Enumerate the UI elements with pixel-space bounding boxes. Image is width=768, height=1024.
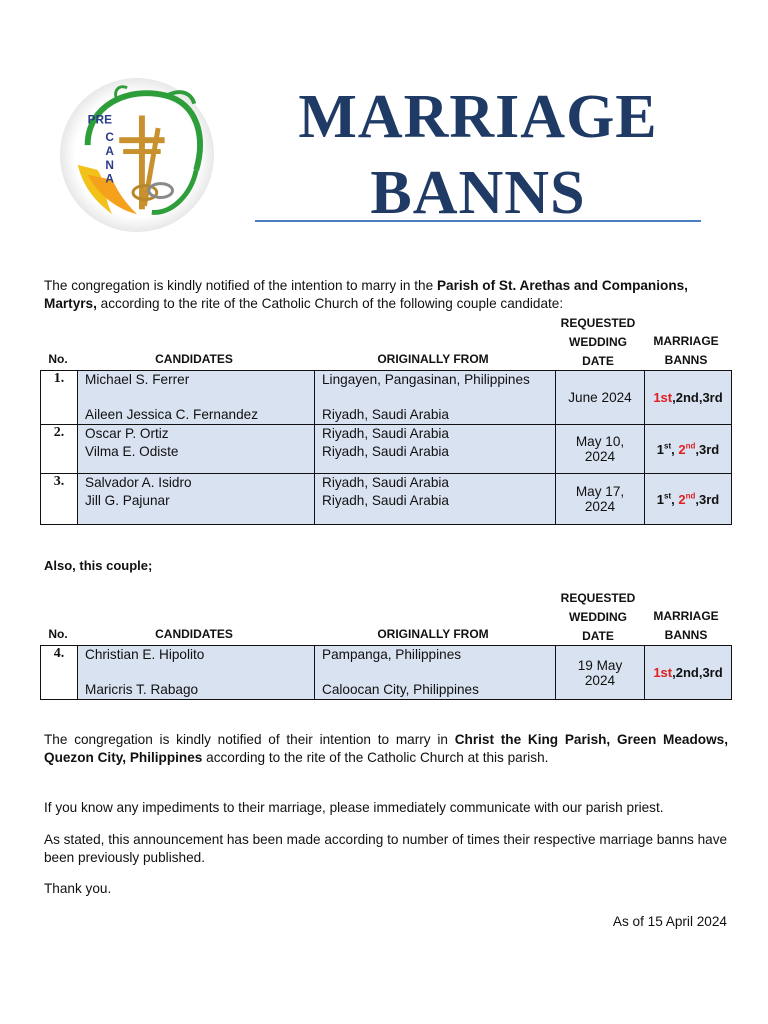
logo-text-n: N xyxy=(105,157,114,172)
bann-last: 3rd xyxy=(702,665,723,680)
groom-origin: Riyadh, Saudi Arabia xyxy=(322,475,449,490)
thanks-text: Thank you. xyxy=(44,881,112,896)
title-line-2: BANNS xyxy=(370,159,586,227)
intro-text-2: according to the rite of the Catholic Church of the following couple candidate: xyxy=(96,296,564,311)
header-banns-line2: BANNS xyxy=(664,628,708,642)
banns-table-2 xyxy=(40,645,732,700)
header-from: ORIGINALLY FROM xyxy=(377,627,489,641)
groom-name: Salvador A. Isidro xyxy=(85,475,192,490)
groom-name: Michael S. Ferrer xyxy=(85,372,190,387)
groom-name: Christian E. Hipolito xyxy=(85,647,205,662)
intro-text-1: The congregation is kindly notified of the intention to marry in the xyxy=(44,278,437,293)
bann-1-suffix: st xyxy=(664,491,672,501)
bann-current: 1st xyxy=(653,390,673,405)
title-divider xyxy=(255,220,701,222)
table-row xyxy=(41,425,732,474)
bride-origin: Riyadh, Saudi Arabia xyxy=(322,493,449,508)
intro-paragraph xyxy=(44,277,728,313)
wedding-date-line2: 2024 xyxy=(584,449,616,464)
bride-name: Aileen Jessica C. Fernandez xyxy=(85,407,259,422)
bann-current: 2 xyxy=(678,441,686,457)
header-from: ORIGINALLY FROM xyxy=(377,352,489,366)
banns-status xyxy=(645,646,732,700)
header-no: No. xyxy=(48,627,68,641)
also-heading: Also, this couple; xyxy=(44,558,153,573)
logo-text-c: C xyxy=(105,130,114,145)
bann-current-suffix: nd xyxy=(685,441,696,451)
header-date-line2: WEDDING xyxy=(569,610,627,624)
row-number: 3. xyxy=(41,474,78,525)
wedding-date xyxy=(556,425,645,474)
wedding-date-line1: May 10, xyxy=(575,434,625,449)
candidates-cell xyxy=(78,425,315,474)
origin-cell xyxy=(315,425,556,474)
notice-parish: Christ the King Parish, Green Meadows, Quezon City, Philippines xyxy=(44,732,728,765)
bride-name: Maricris T. Rabago xyxy=(85,682,199,697)
header-banns xyxy=(642,607,730,645)
bann-next: ,2nd, xyxy=(672,390,703,405)
table-row xyxy=(41,646,732,700)
intro-parish: Parish of St. Arethas and Companions, Martyrs, xyxy=(44,278,688,311)
wedding-date-line2: 2024 xyxy=(584,672,616,688)
title-line-1: MARRIAGE xyxy=(298,83,658,151)
bride-origin: Riyadh, Saudi Arabia xyxy=(322,444,449,459)
header-date xyxy=(554,314,642,371)
wedding-date-line1: 19 May xyxy=(577,657,623,673)
groom-origin: Pampanga, Philippines xyxy=(322,647,462,662)
bann-next: ,2nd, xyxy=(672,665,703,680)
banns-status xyxy=(645,371,732,425)
notice-text-1: The congregation is kindly notified of their intention to marry in xyxy=(44,732,455,747)
banns-status xyxy=(645,425,732,474)
table-row xyxy=(41,371,732,425)
bann-sep-2: , xyxy=(695,441,699,457)
candidates-cell xyxy=(78,474,315,525)
header-date-line2: WEDDING xyxy=(569,335,627,349)
bride-name: Jill G. Pajunar xyxy=(85,493,170,508)
as-of-date: As of 15 April 2024 xyxy=(612,914,727,929)
header-banns-line2: BANNS xyxy=(664,353,708,367)
logo-text-a1: A xyxy=(105,144,114,158)
origin-cell xyxy=(315,646,556,700)
bride-name: Vilma E. Odiste xyxy=(85,444,179,459)
bann-sep-1: , xyxy=(671,491,679,507)
groom-origin: Riyadh, Saudi Arabia xyxy=(322,426,449,441)
origin-cell xyxy=(315,371,556,425)
wedding-date xyxy=(556,646,645,700)
bann-sep-1: , xyxy=(671,441,679,457)
groom-origin: Lingayen, Pangasinan, Philippines xyxy=(322,372,530,387)
candidates-cell xyxy=(78,371,315,425)
header-date-line1: REQUESTED xyxy=(560,591,636,605)
header-banns xyxy=(642,332,730,370)
bann-current: 2 xyxy=(678,491,686,507)
bann-1-suffix: st xyxy=(664,441,672,451)
header-date-line3: DATE xyxy=(582,354,614,368)
wedding-date-line2: 2024 xyxy=(584,499,616,514)
header-date-line3: DATE xyxy=(582,629,614,643)
second-notice-paragraph xyxy=(44,731,728,767)
candidates-cell xyxy=(78,646,315,700)
wedding-date: June 2024 xyxy=(556,371,645,425)
header-candidates: CANDIDATES xyxy=(155,352,233,366)
header-banns-line1: MARRIAGE xyxy=(653,609,719,623)
groom-name: Oscar P. Ortiz xyxy=(85,426,169,441)
impediments-paragraph: If you know any impediments to their marriage, please immediately communicate with our parish priest. xyxy=(44,800,664,815)
header-no: No. xyxy=(48,352,68,366)
header-banns-line1: MARRIAGE xyxy=(653,334,719,348)
logo-text-a2: A xyxy=(105,171,114,186)
bride-origin: Riyadh, Saudi Arabia xyxy=(322,407,449,422)
bann-last: 3rd xyxy=(699,441,720,457)
bann-last: 3rd xyxy=(699,491,720,507)
bann-current-suffix: nd xyxy=(685,491,696,501)
origin-cell xyxy=(315,474,556,525)
row-number: 4. xyxy=(41,646,78,700)
bann-1: 1 xyxy=(656,491,664,507)
banns-status xyxy=(645,474,732,525)
precana-logo xyxy=(58,76,216,234)
stated-paragraph: As stated, this announcement has been made according to number of times their respective marriage banns have been previously published. xyxy=(44,832,728,865)
bride-origin: Caloocan City, Philippines xyxy=(322,682,479,697)
row-number: 1. xyxy=(41,371,78,425)
notice-text-2: according to the rite of the Catholic Church at this parish. xyxy=(202,750,549,765)
wedding-date xyxy=(556,474,645,525)
row-number: 2. xyxy=(41,425,78,474)
logo-text-pre: PRE xyxy=(87,112,112,127)
table-row xyxy=(41,474,732,525)
header-candidates: CANDIDATES xyxy=(155,627,233,641)
header-date xyxy=(554,589,642,646)
bann-current: 1st xyxy=(653,665,673,680)
banns-table xyxy=(40,370,732,525)
bann-sep-2: , xyxy=(695,491,699,507)
bann-last: 3rd xyxy=(702,390,723,405)
bann-1: 1 xyxy=(656,441,664,457)
wedding-date-line1: May 17, xyxy=(575,484,625,499)
header-date-line1: REQUESTED xyxy=(560,316,636,330)
